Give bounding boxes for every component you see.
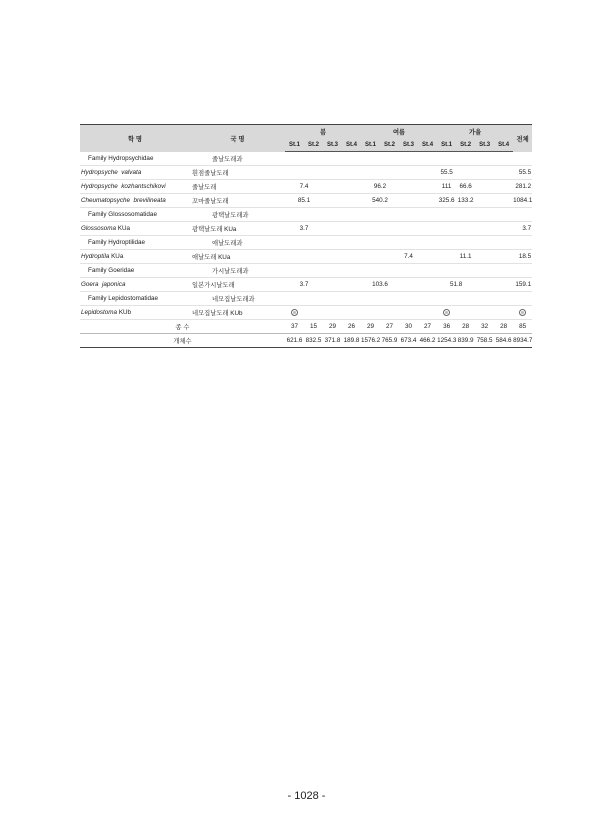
empty-cell [285, 236, 532, 250]
density-value: 7.4 [399, 250, 418, 264]
individual-count-value: 189.8 [342, 334, 361, 348]
species-row [80, 306, 532, 320]
species-row [80, 278, 532, 292]
species-epithet: brevilineata [133, 197, 166, 204]
genus-name: Hydroptila [81, 253, 110, 260]
species-count-value: 30 [399, 320, 418, 334]
species-scientific-name [80, 180, 190, 194]
density-value: 96.2 [361, 180, 399, 194]
individual-count-value: 832.5 [304, 334, 323, 348]
header-spring: 봄 [285, 125, 361, 139]
genus-name: Hydropsyche [81, 183, 118, 190]
density-value: 11.1 [456, 250, 475, 264]
header-station: St.1 [285, 138, 304, 152]
species-count-value: 29 [323, 320, 342, 334]
density-value: 325.6 [437, 194, 456, 208]
presence-circle-icon [291, 309, 298, 316]
density-value: 3.7 [285, 278, 323, 292]
header-korean-name: 국 명 [190, 125, 285, 152]
species-scientific-name [80, 250, 190, 264]
species-epithet: KUa [117, 225, 130, 232]
empty-cell [456, 306, 513, 320]
species-scientific-name [80, 222, 190, 236]
empty-cell [323, 278, 361, 292]
species-korean-name: 애날도래 KUa [190, 250, 285, 264]
species-count-value: 27 [380, 320, 399, 334]
species-korean-name: 흰점줄날도래 [190, 166, 285, 180]
family-row [80, 208, 532, 222]
genus-name: Glossosoma [81, 225, 116, 232]
family-scientific-name: Family Hydropsychidae [80, 152, 190, 166]
family-scientific-name: Family Hydroptilidae [80, 236, 190, 250]
empty-cell [399, 194, 437, 208]
empty-cell [323, 222, 513, 236]
individual-count-total: 8934.7 [513, 334, 532, 348]
header-station: St.2 [304, 138, 323, 152]
row-total: 18.5 [513, 250, 532, 264]
empty-cell [285, 166, 437, 180]
density-value: 7.4 [285, 180, 323, 194]
family-row [80, 236, 532, 250]
species-epithet: KUb [118, 309, 132, 316]
row-total: 1084.1 [513, 194, 532, 208]
family-scientific-name: Family Lepidostomatidae [80, 292, 190, 306]
empty-cell [285, 292, 532, 306]
individual-count-value: 765.9 [380, 334, 399, 348]
presence-circle-icon [443, 309, 450, 316]
species-count-value: 26 [342, 320, 361, 334]
species-scientific-name [80, 306, 190, 320]
species-row [80, 180, 532, 194]
species-scientific-name [80, 278, 190, 292]
species-scientific-name [80, 166, 190, 180]
species-table [80, 124, 532, 348]
species-count-total: 85 [513, 320, 532, 334]
genus-name: Cheumatopsyche [81, 197, 131, 204]
genus-name: Hydropsyche [81, 169, 118, 176]
species-count-value: 15 [304, 320, 323, 334]
individual-count-value: 1576.2 [361, 334, 380, 348]
empty-cell [285, 250, 399, 264]
individual-count-value: 371.8 [323, 334, 342, 348]
empty-cell [304, 306, 437, 320]
density-value: 66.6 [456, 180, 475, 194]
species-row [80, 166, 532, 180]
header-total: 전체 [513, 125, 532, 152]
species-count-value: 36 [437, 320, 456, 334]
empty-cell [285, 264, 532, 278]
species-count-value: 27 [418, 320, 437, 334]
species-count-value: 37 [285, 320, 304, 334]
density-value: 85.1 [285, 194, 323, 208]
header-station: St.3 [399, 138, 418, 152]
family-scientific-name: Family Goeridae [80, 264, 190, 278]
individual-count-value: 1254.3 [437, 334, 456, 348]
individual-count-value: 673.4 [399, 334, 418, 348]
family-korean-name: 가시날도래과 [190, 264, 285, 278]
species-count-label: 종 수 [80, 320, 285, 334]
header-station: St.4 [494, 138, 513, 152]
empty-cell [475, 194, 513, 208]
header-scientific-name: 학 명 [80, 125, 190, 152]
species-epithet: KUa [111, 253, 124, 260]
header-autumn: 가을 [437, 125, 513, 139]
family-korean-name: 줄날도래과 [190, 152, 285, 166]
empty-cell [475, 250, 513, 264]
individual-count-value: 466.2 [418, 334, 437, 348]
empty-cell [456, 166, 513, 180]
species-korean-name: 광택날도래 KUa [190, 222, 285, 236]
species-korean-name: 일본가시날도래 [190, 278, 285, 292]
family-korean-name: 광택날도래과 [190, 208, 285, 222]
family-scientific-name: Family Glossosomatidae [80, 208, 190, 222]
empty-cell [475, 278, 513, 292]
species-count-value: 29 [361, 320, 380, 334]
species-count-row [80, 320, 532, 334]
row-total: 159.1 [513, 278, 532, 292]
header-station: St.4 [418, 138, 437, 152]
page-number: - 1028 - [287, 790, 326, 802]
family-row [80, 264, 532, 278]
empty-cell [399, 180, 437, 194]
species-row [80, 222, 532, 236]
empty-cell [285, 152, 532, 166]
empty-cell [323, 180, 361, 194]
empty-cell [323, 194, 361, 208]
species-epithet: japonica [102, 281, 126, 288]
species-table-wrapper [80, 124, 532, 348]
density-value: 55.5 [437, 166, 456, 180]
species-epithet: valvata [121, 169, 142, 176]
individual-count-value: 758.5 [475, 334, 494, 348]
species-korean-name: 줄날도래 [190, 180, 285, 194]
genus-name: Goera [81, 281, 99, 288]
header-station: St.4 [342, 138, 361, 152]
genus-name: Lepidostoma [81, 309, 118, 316]
header-station: St.3 [475, 138, 494, 152]
density-value: 103.6 [361, 278, 399, 292]
empty-cell [285, 208, 532, 222]
header-summer: 여름 [361, 125, 437, 139]
family-row [80, 152, 532, 166]
header-station: St.1 [361, 138, 380, 152]
density-value: 111 [437, 180, 456, 194]
species-count-value: 32 [475, 320, 494, 334]
empty-cell [418, 250, 456, 264]
summary-body [80, 320, 532, 348]
row-total: 3.7 [513, 222, 532, 236]
header-row-seasons [80, 125, 532, 139]
family-korean-name: 네모집날도래과 [190, 292, 285, 306]
individual-count-label: 개체수 [80, 334, 285, 348]
species-korean-name: 꼬마줄날도래 [190, 194, 285, 208]
density-value: 51.8 [437, 278, 475, 292]
row-total: 55.5 [513, 166, 532, 180]
empty-cell [399, 278, 437, 292]
family-row [80, 292, 532, 306]
presence-mark [437, 306, 456, 320]
species-epithet: kozhantschikovi [121, 183, 166, 190]
header-station: St.2 [456, 138, 475, 152]
density-value: 133.2 [456, 194, 475, 208]
header-station: St.2 [380, 138, 399, 152]
header-station: St.3 [323, 138, 342, 152]
family-korean-name: 애날도래과 [190, 236, 285, 250]
species-row [80, 194, 532, 208]
individual-count-value: 839.9 [456, 334, 475, 348]
table-body [80, 152, 532, 320]
row-total [513, 306, 532, 320]
presence-mark [285, 306, 304, 320]
individual-count-row [80, 334, 532, 348]
presence-circle-icon [519, 309, 526, 316]
species-count-value: 28 [456, 320, 475, 334]
density-value: 540.2 [361, 194, 399, 208]
row-total: 281.2 [513, 180, 532, 194]
individual-count-value: 584.6 [494, 334, 513, 348]
species-scientific-name [80, 194, 190, 208]
empty-cell [475, 180, 513, 194]
header-station: St.1 [437, 138, 456, 152]
density-value: 3.7 [285, 222, 323, 236]
species-row [80, 250, 532, 264]
individual-count-value: 621.6 [285, 334, 304, 348]
species-korean-name: 네모집날도래 KUb [190, 306, 285, 320]
species-count-value: 28 [494, 320, 513, 334]
